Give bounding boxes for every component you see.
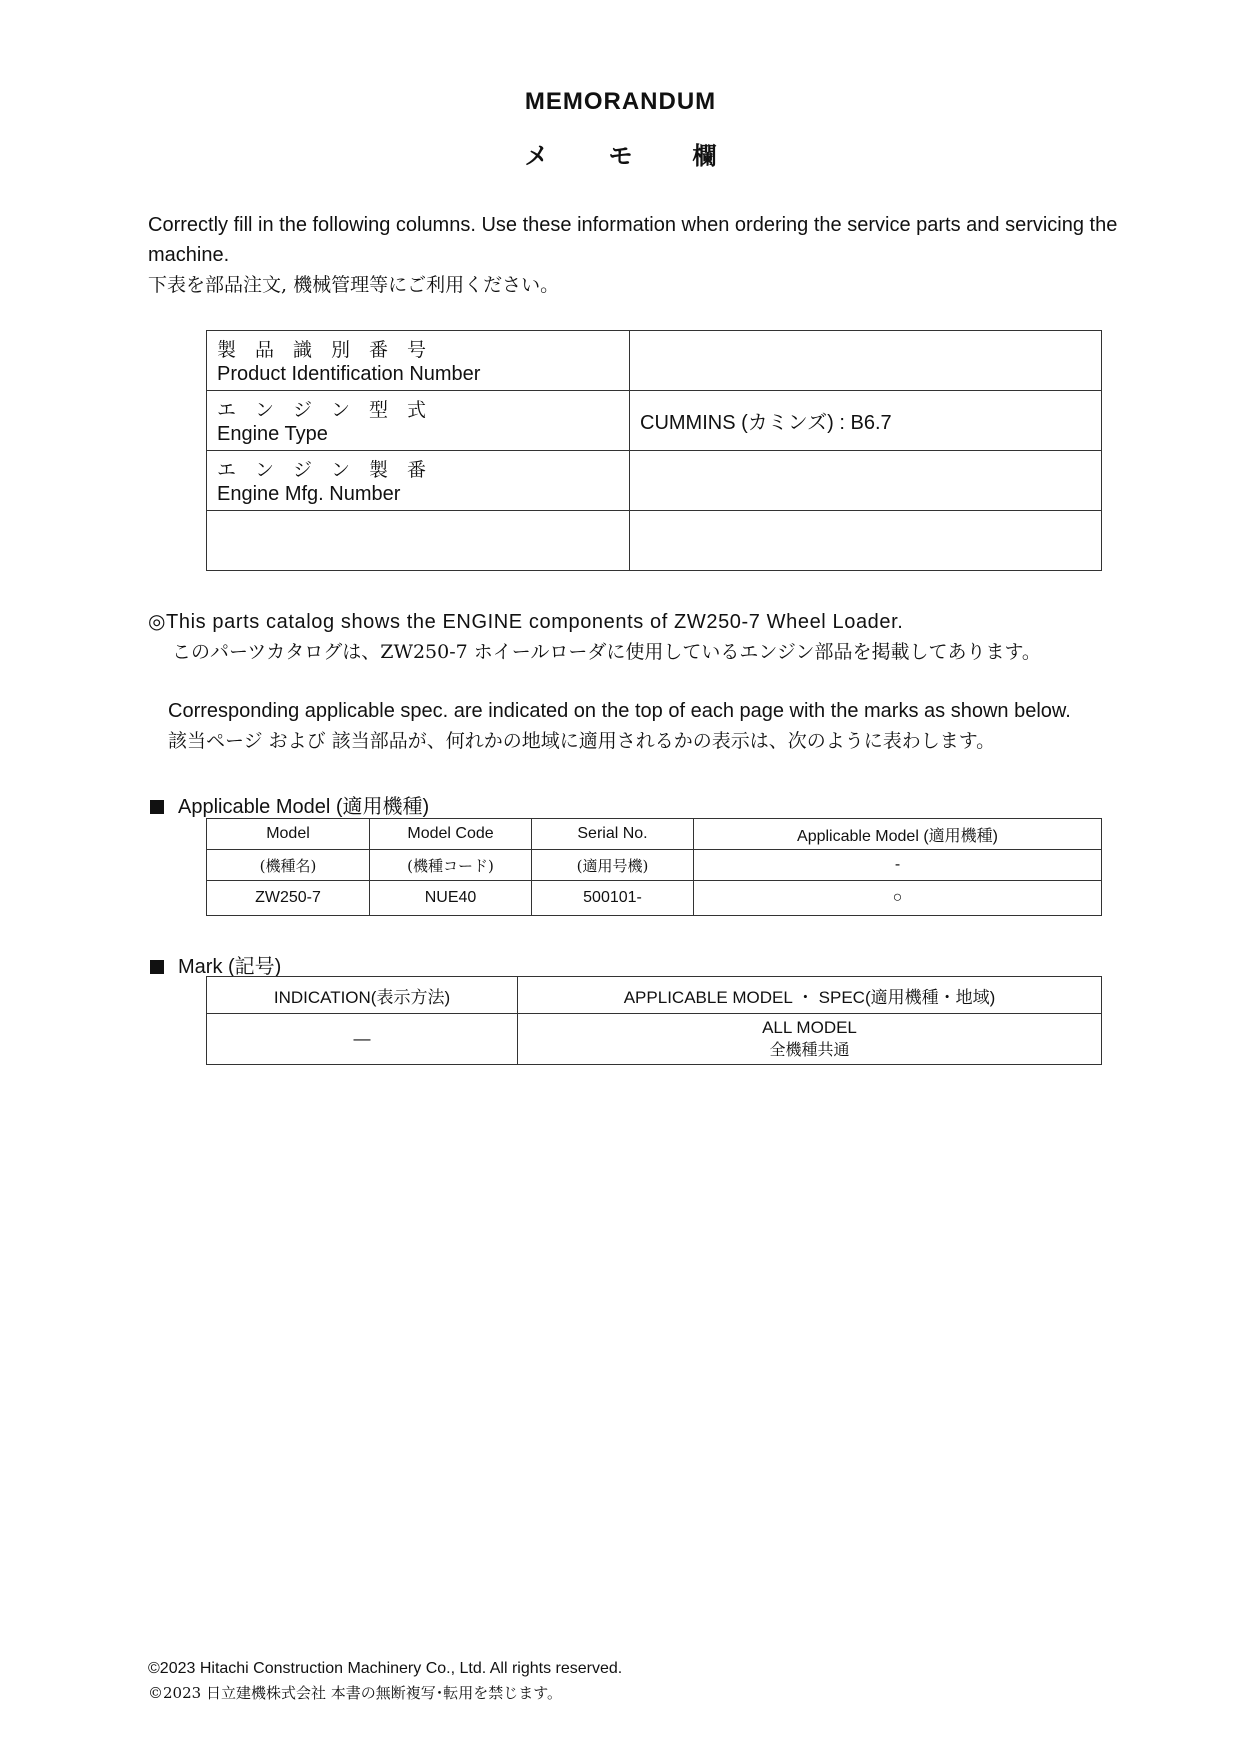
header-applicable-model: Applicable Model (適用機種) <box>694 819 1102 850</box>
label-jp: エ ン ジ ン 型 式 <box>217 399 427 421</box>
catalog-note <box>148 607 1208 667</box>
label-jp: エ ン ジ ン 製 番 <box>217 459 427 481</box>
label-en: Engine Type <box>217 423 328 445</box>
indication-cell: ― <box>207 1014 518 1065</box>
title-jp-char: メ <box>524 142 549 170</box>
label-jp: 製 品 識 別 番 号 <box>217 339 427 361</box>
section-heading-text: Mark (記号) <box>178 956 282 978</box>
catalog-note-en: ◎This parts catalog shows the ENGINE components of ZW250-7 Wheel Loader. <box>148 611 904 633</box>
spec-note-jp: 該当ページ および 該当部品が、何れかの地域に適用されるかの表示は、次のように表わします。 <box>168 730 996 752</box>
model-cell: ZW250-7 <box>207 881 370 916</box>
table-row <box>207 391 1102 451</box>
model-code-cell: NUE40 <box>370 881 532 916</box>
label-en: Product Identification Number <box>217 363 481 385</box>
intro-jp: 下表を部品注文, 機械管理等にご利用ください。 <box>148 274 560 296</box>
table-row <box>207 511 1102 571</box>
applicable-spec-en: ALL MODEL <box>762 1018 857 1037</box>
title-jp-char: モ <box>608 142 633 170</box>
applicable-spec-jp: 全機種共通 <box>769 1040 850 1059</box>
header-model-jp: (機種名) <box>207 850 370 881</box>
header-model-code-jp: (機種コード) <box>370 850 532 881</box>
header-applicable-spec: APPLICABLE MODEL ・ SPEC(適用機種・地域) <box>518 977 1102 1014</box>
table-header-row <box>207 850 1102 881</box>
table-row <box>207 1014 1102 1065</box>
product-id-field[interactable] <box>630 331 1102 391</box>
header-model: Model <box>207 819 370 850</box>
label-en: Engine Mfg. Number <box>217 483 401 505</box>
serial-cell: 500101- <box>532 881 694 916</box>
header-model-code: Model Code <box>370 819 532 850</box>
engine-type-field[interactable]: CUMMINS (カミンズ) : B6.7 <box>630 391 1102 451</box>
header-serial-jp: (適用号機) <box>532 850 694 881</box>
catalog-note-jp: このパーツカタログは、ZW250-7 ホイールローダに使用しているエンジン部品を掲載してあります。 <box>172 641 1041 663</box>
label-cell <box>207 451 630 511</box>
applicable-model-table <box>206 818 1102 916</box>
header-indication: INDICATION(表示方法) <box>207 977 518 1014</box>
spec-note-en: Corresponding applicable spec. are indicated on the top of each page with the marks as shown below. <box>168 700 1071 722</box>
section-heading-text: Applicable Model (適用機種) <box>178 796 430 818</box>
applicable-spec-cell <box>518 1014 1102 1065</box>
page-title-jp <box>0 136 1241 171</box>
section-heading-applicable-model <box>150 790 429 819</box>
table-row <box>207 331 1102 391</box>
label-cell <box>207 391 630 451</box>
header-applicable-sub: - <box>694 850 1102 881</box>
page-title: MEMORANDUM <box>524 88 717 115</box>
blank-value-field[interactable] <box>630 511 1102 571</box>
blank-label-field[interactable] <box>207 511 630 571</box>
intro-text <box>148 210 1148 300</box>
label-cell <box>207 331 630 391</box>
spec-note <box>148 696 1228 756</box>
square-bullet-icon <box>150 800 164 814</box>
table-header-row <box>207 977 1102 1014</box>
identification-table <box>206 330 1102 571</box>
applicable-mark-cell: ○ <box>694 881 1102 916</box>
square-bullet-icon <box>150 960 164 974</box>
engine-mfg-number-field[interactable] <box>630 451 1102 511</box>
table-row <box>207 881 1102 916</box>
mark-table <box>206 976 1102 1065</box>
table-header-row <box>207 819 1102 850</box>
header-serial: Serial No. <box>532 819 694 850</box>
table-row <box>207 451 1102 511</box>
title-jp-char: 欄 <box>692 142 717 170</box>
copyright-footer <box>148 1657 622 1705</box>
copyright-en: ©2023 Hitachi Construction Machinery Co., Ltd. All rights reserved. <box>148 1660 623 1677</box>
copyright-jp: ©2023 日立建機株式会社 本書の無断複写･転用を禁じます。 <box>148 1684 563 1702</box>
section-heading-mark <box>150 950 281 979</box>
intro-en: Correctly fill in the following columns. Use these information when ordering the service parts and servicing the machine. <box>148 214 1118 266</box>
